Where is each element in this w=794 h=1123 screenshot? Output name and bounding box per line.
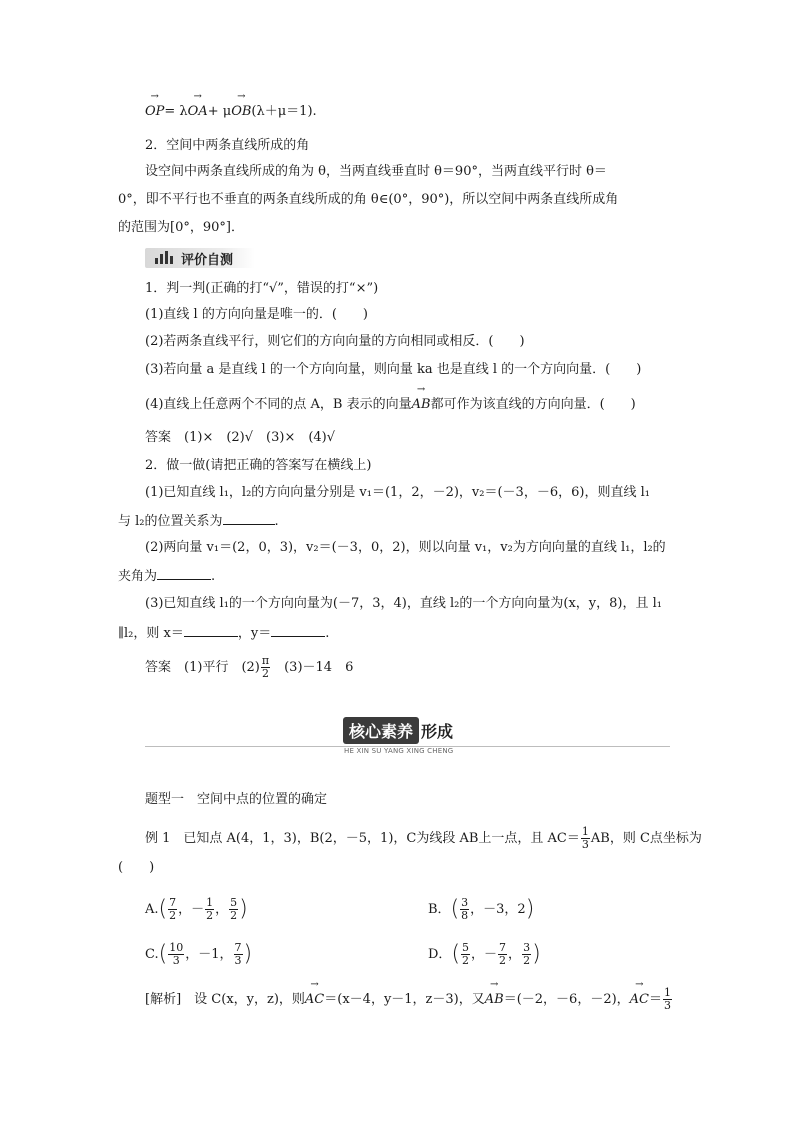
q2-item-2-line-1: (2)两向量 v₁＝(2，0，3)，v₂＝(－3，0，2)，则以向量 v₁，v₂为方向向量的直线 l₁，l₂的 xyxy=(145,540,666,555)
option-a[interactable]: A.( $\frac{7}{2}$ ，－ $\frac{1}{2}$ ， $\frac{5}{2}$ ) xyxy=(145,896,248,922)
type-1-title: 题型一 空间中点的位置的确定 xyxy=(145,792,328,807)
option-d[interactable]: D．( $\frac{5}{2}$ ，－ $\frac{7}{2}$ ， $\frac{3}{2}$ ) xyxy=(428,941,541,967)
example-1-paren: ( ) xyxy=(118,860,155,875)
self-test-badge xyxy=(145,248,255,268)
q2-answer: 答案 (1)平行 (2) $\frac{\pi}{2}$ (3)－14 6 xyxy=(145,654,354,680)
answer-blank-y[interactable] xyxy=(271,622,325,637)
example-1-stem: 例 1 已知点 A(4，1，3)，B(2，－5，1)，C为线段 AB上一点，且 AC＝ $\frac{1}{3}$ AB，则 C点坐标为 xyxy=(145,825,702,851)
section-2-paragraph-line-1: 设空间中两条直线所成的角为 θ，当两直线垂直时 θ＝90°，当两直线平行时 θ＝ xyxy=(145,164,607,179)
answer-blank-x[interactable] xyxy=(184,622,238,637)
section-header xyxy=(145,715,670,755)
section-2-paragraph-line-2: 0°，即不平行也不垂直的两条直线所成的角 θ∈(0°，90°)，所以空间中两条直线所成角 xyxy=(118,192,619,207)
section-2-paragraph-line-3: 的范围为[0°，90°]． xyxy=(118,220,244,235)
self-test-badge-label: 评价自测 xyxy=(181,252,234,268)
q2-item-3-line-2: ∥l₂，则 x＝ ，y＝ . xyxy=(118,622,329,644)
vector-ob: → OB xyxy=(231,102,251,122)
answer-blank[interactable] xyxy=(157,565,211,580)
section-2-title: 2．空间中两条直线所成的角 xyxy=(145,138,310,153)
fraction-one-third: $\frac{1}{3}$ xyxy=(581,825,589,851)
section-title-boxed: 核心素养 xyxy=(343,717,419,744)
q2-item-1-line-2: 与 l₂的位置关系为 . xyxy=(118,510,279,532)
vector-ab: → AB xyxy=(485,990,504,1010)
answer-blank[interactable] xyxy=(223,510,275,525)
q1-item-2: (2)若两条直线平行，则它们的方向向量的方向相同或相反．( ) xyxy=(145,334,525,349)
q1-item-4: (4)直线上任意两个不同的点 A，B 表示的向量→ AB都可作为该直线的方向向量．( ) xyxy=(145,395,636,415)
q2-item-1-line-1: (1)已知直线 l₁，l₂的方向向量分别是 v₁＝(1，2，－2)，v₂＝(－3，－6，6)，则直线 l₁ xyxy=(145,485,650,500)
q1-answer xyxy=(145,428,335,448)
q1-title: 1．判一判(正确的打“√”，错误的打“×”) xyxy=(145,281,379,296)
vector-ac: → AC xyxy=(305,990,324,1010)
vector-op: → OP xyxy=(145,102,164,122)
vector-formula-line: → OP= λ→ OA+ μ→ OB(λ＋μ＝1). xyxy=(145,102,317,122)
vector-ac: → AC xyxy=(630,990,649,1010)
answer-label: 答案 xyxy=(145,660,172,675)
solution-label: [解析] xyxy=(145,992,182,1007)
q2-title: 2．做一做(请把正确的答案写在横线上) xyxy=(145,458,372,473)
vector-oa: → OA xyxy=(188,102,208,122)
q1-item-1: (1)直线 l 的方向向量是唯一的．( ) xyxy=(145,307,368,322)
bar-chart-icon xyxy=(155,250,177,266)
section-title xyxy=(343,717,453,743)
section-pinyin: HE XIN SU YANG XING CHENG xyxy=(341,747,456,755)
fraction-one-third: $\frac{1}{3}$ xyxy=(664,986,672,1012)
q2-item-3-line-1: (3)已知直线 l₁的一个方向向量为(－7，3，4)，直线 l₂的一个方向向量为(x，y，8)，且 l₁ xyxy=(145,596,662,611)
q2-item-2-line-2: 夹角为 . xyxy=(118,565,215,587)
q1-item-3: (3)若向量 a 是直线 l 的一个方向向量，则向量 ka 也是直线 l 的一个方向向量．( ) xyxy=(145,362,642,377)
section-title-plain: 形成 xyxy=(421,721,454,741)
option-b[interactable]: B．( $\frac{3}{8}$ ，－3，2) xyxy=(428,896,535,922)
option-c[interactable]: C.( $\frac{10}{3}$ ，－1， $\frac{7}{3}$ ) xyxy=(145,941,253,967)
fraction-pi-over-2: $\frac{\pi}{2}$ xyxy=(261,654,270,680)
answer-text: (1)× (2)√ (3)× (4)√ xyxy=(184,430,336,445)
vector-ab: → AB xyxy=(412,395,431,415)
solution-line: [解析] 设 C(x，y，z)，则→ AC＝(x－4，y－1，z－3)，又→ AB＝(－2，－6，－2)，→ AC＝ $\frac{1}{3}$ xyxy=(145,987,673,1012)
answer-label: 答案 xyxy=(145,430,172,445)
